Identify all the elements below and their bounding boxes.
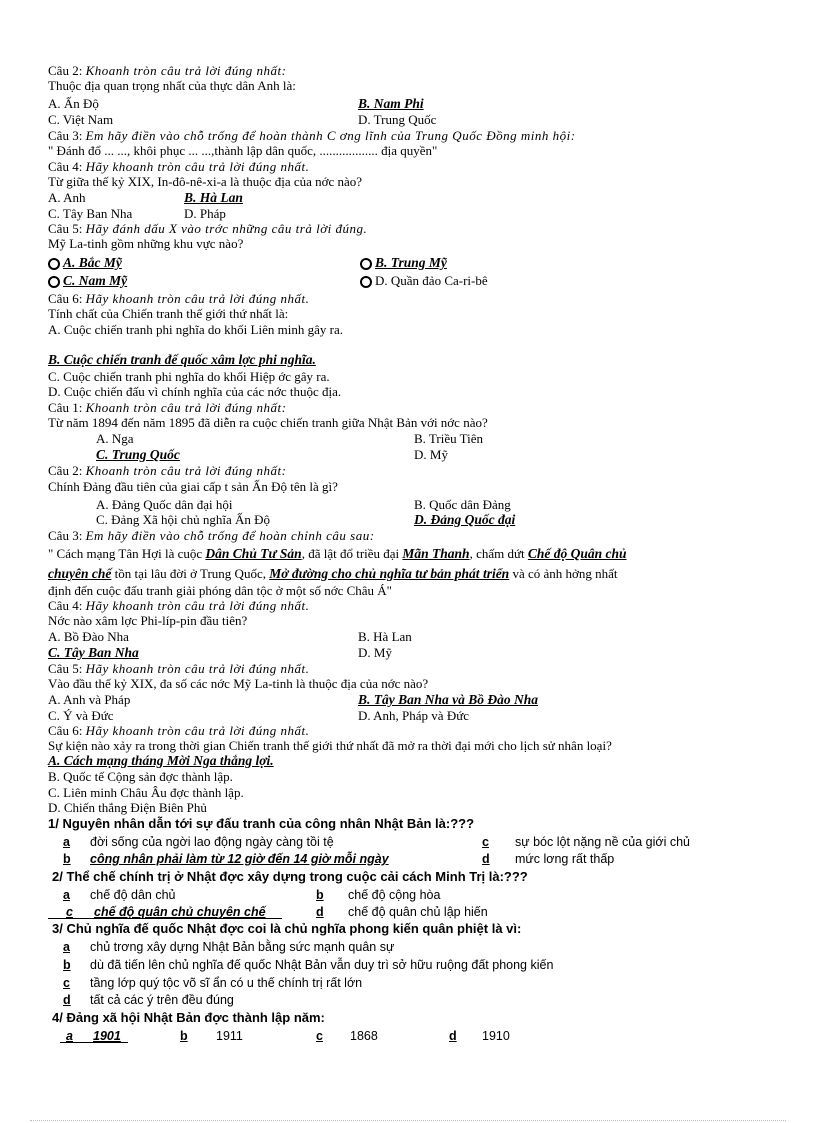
s1-c5-option-a-answer: A. Bắc Mỹ: [48, 256, 122, 270]
s2-c1-heading: Câu 1: Khoanh tròn câu trả lời đúng nhất:: [48, 400, 287, 415]
s3-q3-c-label: c: [63, 976, 70, 990]
fill-answer-1: Dân Chủ Tư Sản: [205, 546, 302, 561]
s2-c6-option-a-answer: A. Cách mạng tháng Mời Nga thắng lợi.: [48, 753, 274, 768]
s1-c6-option-d: D. Cuộc chiến đấu vì chính nghĩa của các nớc thuộc địa.: [48, 384, 342, 399]
s3-q4-d: 1910: [482, 1029, 510, 1043]
s3-q1-c-label: c: [482, 835, 489, 849]
s3-q2-c-answer: chế độ quân chủ chuyên chế: [94, 905, 266, 919]
s1-c2-heading: Câu 2: Khoanh tròn câu trả lời đúng nhất:: [48, 63, 287, 78]
s1-c5-heading: Câu 5: Hãy đánh dấu X vào trớc những câu trả lời đúng.: [48, 221, 368, 236]
s1-c4-option-b-answer: B. Hà Lan: [184, 190, 243, 205]
s1-c5-question: Mỹ La-tinh gồm những khu vực nào?: [48, 236, 244, 251]
s3-q3-d: tất cả các ý trên đều đúng: [90, 993, 234, 1007]
s1-c6-option-b-answer: B. Cuộc chiến tranh đế quốc xâm lợc phi nghĩa.: [48, 352, 316, 367]
s3-q4-a-underline: [60, 1029, 128, 1043]
s3-q2-d: chế độ quân chủ lập hiến: [348, 905, 488, 919]
s2-c4-option-c-answer: C. Tây Ban Nha: [48, 645, 139, 660]
s2-c6-option-b: B. Quốc tế Cộng sản đợc thành lập.: [48, 769, 233, 784]
s2-c4-heading: Câu 4: Hãy khoanh tròn câu trả lời đúng nhất.: [48, 598, 310, 613]
s1-c2-option-d: D. Trung Quốc: [358, 112, 437, 127]
fill-answer-2: Mãn Thanh: [402, 546, 470, 561]
s3-q3-b: dù đã tiến lên chủ nghĩa đế quốc Nhật Bản vẫn duy trì sở hữu ruộng đất phong kiến: [90, 958, 554, 972]
s1-c5-option-b-answer: B. Trung Mỹ: [360, 256, 447, 270]
s3-q4-heading: 4/ Đảng xã hội Nhật Bản đợc thành lập năm:: [52, 1010, 325, 1025]
s3-q4-a-answer: 1901: [93, 1029, 121, 1043]
circle-mark-icon: [48, 276, 60, 288]
s2-c5-option-a: A. Anh và Pháp: [48, 692, 131, 707]
s3-q1-b-answer: công nhân phải làm từ 12 giờ đến 14 giờ mỗi ngày: [90, 852, 389, 866]
fill-answer-4: Mở đường cho chủ nghĩa tư bản phát triển: [269, 566, 510, 581]
s3-q1-b-label: b: [63, 852, 71, 866]
s2-c1-option-d: D. Mỹ: [414, 447, 448, 462]
s2-c2-question: Chính Đảng đầu tiên của giai cấp t sản Ấn Độ tên là gì?: [48, 479, 338, 494]
s2-c2-option-b: B. Quốc dân Đảng: [414, 497, 511, 512]
s2-c5-option-b-answer: B. Tây Ban Nha và Bồ Đào Nha: [358, 692, 539, 707]
s2-c5-option-d: D. Anh, Pháp và Đức: [358, 708, 470, 723]
s1-c5-option-d: D. Quần đảo Ca-ri-bê: [360, 274, 488, 288]
fill-answer-3a: Chế độ Quân chủ: [527, 546, 627, 561]
s1-c2-question: Thuộc địa quan trọng nhất của thực dân Anh là:: [48, 78, 296, 93]
s1-c2-option-c: C. Việt Nam: [48, 112, 114, 127]
s3-q4-d-label: d: [449, 1029, 457, 1043]
s1-c4-option-a: A. Anh: [48, 190, 86, 205]
s2-c5-heading: Câu 5: Hãy khoanh tròn câu trả lời đúng nhất.: [48, 661, 310, 676]
s2-c6-option-c: C. Liên minh Châu Âu đợc thành lập.: [48, 785, 244, 800]
fill-answer-3b: chuyên chế: [48, 566, 112, 581]
s2-c1-option-c-answer: C. Trung Quốc: [96, 447, 180, 462]
s3-q1-c: sự bóc lột nặng nề của giới chủ: [515, 835, 691, 849]
s3-q2-d-label: d: [316, 905, 324, 919]
s2-c2-heading: Câu 2: Khoanh tròn câu trả lời đúng nhất:: [48, 463, 287, 478]
s2-c3-heading: Câu 3: Em hãy điền vào chỗ trống để hoàn chỉnh câu sau:: [48, 528, 375, 543]
s3-q2-a-label: a: [63, 888, 70, 902]
s1-c5-option-c-answer: C. Nam Mỹ: [48, 274, 127, 288]
s2-c4-option-a: A. Bồ Đào Nha: [48, 629, 129, 644]
s2-c6-option-d: D. Chiến thắng Điện Biên Phủ: [48, 800, 207, 815]
circle-mark-icon: [360, 258, 372, 270]
s2-c4-option-d: D. Mỹ: [358, 645, 392, 660]
circle-mark-icon: [360, 276, 372, 288]
s1-c2-option-b-answer: B. Nam Phi: [358, 96, 424, 111]
s3-q3-c: tầng lớp quý tộc võ sĩ ẩn có u thế chính trị rất lớn: [90, 976, 363, 990]
s2-c2-option-a: A. Đảng Quốc dân đại hội: [96, 497, 233, 512]
s3-q1-a-label: a: [63, 835, 70, 849]
s1-c4-question: Từ giữa thế kỷ XIX, In-đô-nê-xi-a là thuộc địa của nớc nào?: [48, 174, 363, 189]
circle-mark-icon: [48, 258, 60, 270]
s3-q3-d-label: d: [63, 993, 71, 1007]
s3-q1-d: mức lơng rất thấp: [515, 852, 615, 866]
s2-c1-option-b: B. Triều Tiên: [414, 431, 484, 446]
s1-c6-option-a: A. Cuộc chiến tranh phi nghĩa do khối Liên minh gây ra.: [48, 322, 343, 337]
s3-q1-d-label: d: [482, 852, 490, 866]
s2-c6-heading: Câu 6: Hãy khoanh tròn câu trả lời đúng nhất.: [48, 723, 310, 738]
s3-q1-a: đời sống của ngời lao động ngày càng tồi tệ: [90, 835, 334, 849]
s3-q2-heading: 2/ Thể chế chính trị ở Nhật đợc xây dựng trong cuộc cải cách Minh Trị là:???: [52, 869, 528, 884]
s2-c6-question: Sự kiện nào xảy ra trong thời gian Chiến tranh thế giới thứ nhất đã mở ra thời đại mới cho lịch sử nhân loại?: [48, 738, 612, 753]
s2-c5-option-c: C. Ý và Đức: [48, 708, 114, 723]
s3-q4-b-label: b: [180, 1029, 188, 1043]
s2-c1-option-a: A. Nga: [96, 431, 134, 446]
s2-c3-line3: định đến cuộc đấu tranh giải phóng dân tộc ở một số nớc Châu Á": [48, 583, 392, 598]
s2-c3-line1: " Cách mạng Tân Hợi là cuộc Dân Chủ Tư Sản, đã lật đổ triều đại Mãn Thanh, chấm dứt Chế độ Quân chủ: [48, 546, 627, 561]
s3-q4-b: 1911: [216, 1029, 243, 1043]
s3-q3-b-label: b: [63, 958, 71, 972]
s1-c4-heading: Câu 4: Hãy khoanh tròn câu trả lời đúng nhất.: [48, 159, 310, 174]
s1-c6-question: Tính chất của Chiến tranh thế giới thứ nhất là:: [48, 306, 289, 321]
s1-c6-heading: Câu 6: Hãy khoanh tròn câu trả lời đúng nhất.: [48, 291, 310, 306]
s3-q3-a-label: a: [63, 940, 70, 954]
s3-q4-c: 1868: [350, 1029, 378, 1043]
s3-q2-b-label: b: [316, 888, 324, 902]
s3-q3-a: chủ trơng xây dựng Nhật Bản bằng sức mạnh quân sự: [90, 940, 395, 954]
s3-q3-heading: 3/ Chủ nghĩa đế quốc Nhật đợc coi là chủ nghĩa phong kiến quân phiệt là vì:: [52, 921, 522, 936]
s2-c1-question: Từ năm 1894 đến năm 1895 đã diễn ra cuộc chiến tranh giữa Nhật Bản với nớc nào?: [48, 415, 488, 430]
s2-c5-question: Vào đầu thế kỷ XIX, đa số các nớc Mỹ La-tinh là thuộc địa của nớc nào?: [48, 676, 429, 691]
s3-q4-a-label: a: [66, 1029, 73, 1043]
s1-c4-option-d: D. Pháp: [184, 206, 226, 221]
s2-c2-option-d-answer: D. Đảng Quốc đại: [414, 512, 516, 527]
s3-q4-c-label: c: [316, 1029, 323, 1043]
s2-c2-option-c: C. Đảng Xã hội chủ nghĩa Ấn Độ: [96, 512, 271, 527]
s2-c4-question: Nớc nào xâm lợc Phi-líp-pin đầu tiên?: [48, 613, 248, 628]
s1-c3-text: " Đánh đổ ... ..., khôi phục ... ...,thành lập dân quốc, .................. địa quyền": [48, 143, 438, 158]
s3-q2-b: chế độ cộng hòa: [348, 888, 441, 902]
page-bottom-rule: [30, 1120, 786, 1121]
s3-q1-heading: 1/ Nguyên nhân dẫn tới sự đấu tranh của công nhân Nhật Bản là:???: [48, 816, 475, 831]
s3-q2-c-label: c: [66, 905, 73, 919]
s3-q2-a: chế độ dân chủ: [90, 888, 176, 902]
s2-c4-option-b: B. Hà Lan: [358, 629, 412, 644]
s1-c4-option-c: C. Tây Ban Nha: [48, 206, 133, 221]
s1-c6-option-c: C. Cuộc chiến tranh phi nghĩa do khối Hiệp ớc gây ra.: [48, 369, 330, 384]
s2-c3-line2: chuyên chế tồn tại lâu đời ở Trung Quốc, Mở đường cho chủ nghĩa tư bản phát triển và có ảnh hởng nhất: [48, 566, 618, 581]
s1-c2-option-a: A. Ấn Độ: [48, 96, 99, 111]
s1-c3-heading: Câu 3: Em hãy điền vào chỗ trống để hoàn thành C ơng lĩnh của Trung Quốc Đồng minh hội:: [48, 128, 576, 143]
